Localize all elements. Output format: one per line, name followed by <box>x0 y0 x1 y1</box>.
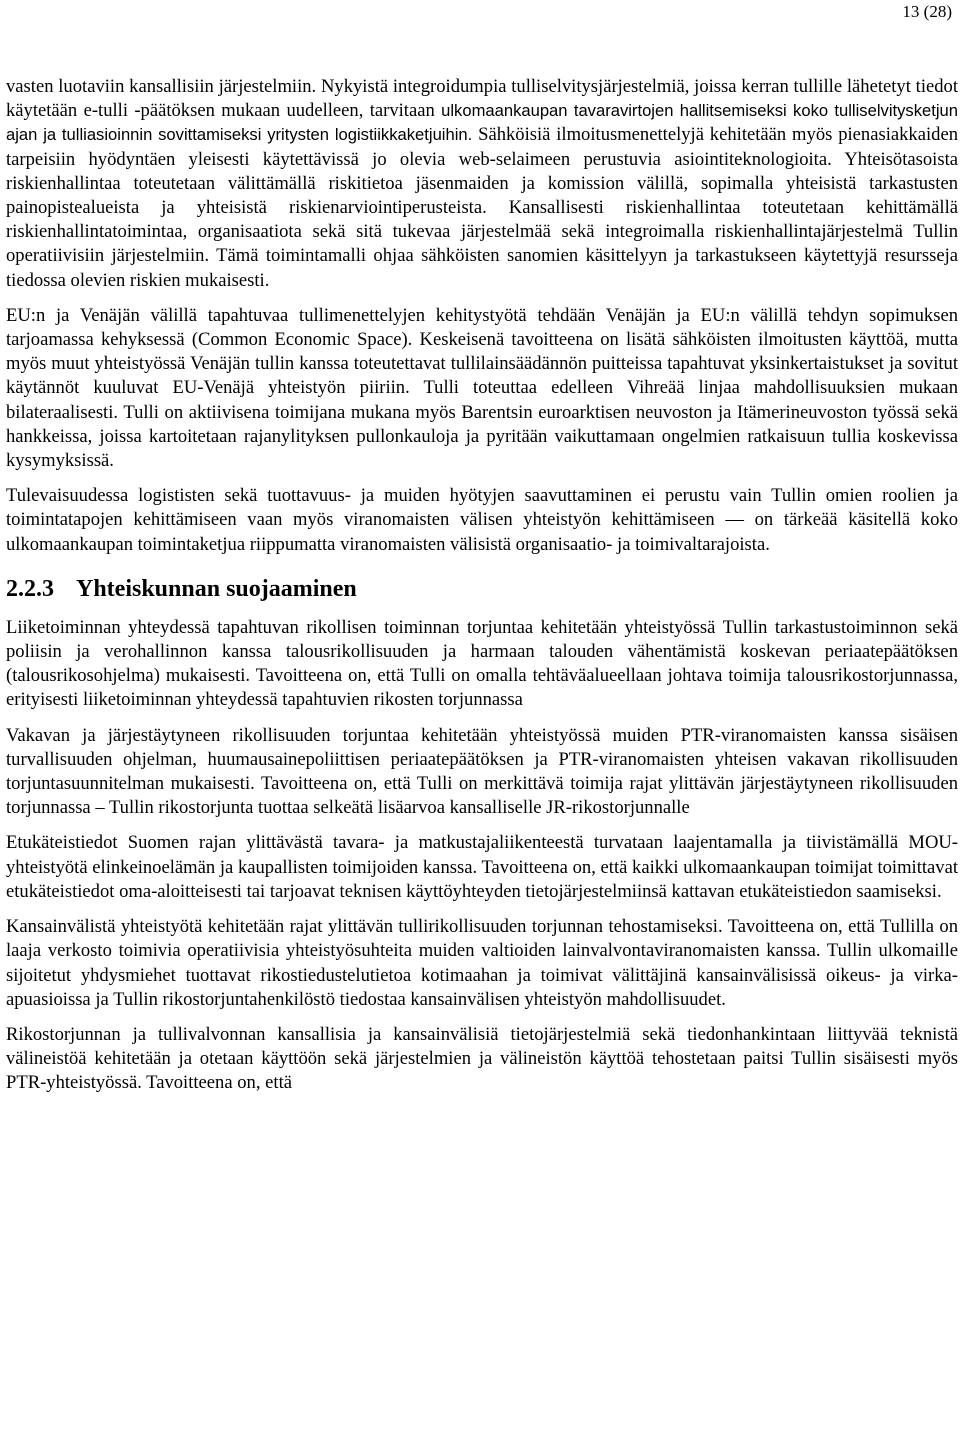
paragraph-text: vasten luotaviin kansallisiin järjestelmiin. Nykyistä integroidumpia tulliselvitysjärjestelmiä, joissa kerran tullille lähetetyt tiedot käytetään e-tulli -päätöksen mukaan uudelleen, tarvitaan <box>6 76 958 122</box>
paragraph-text: Sähköisiä ilmoitusmenettelyjä kehitetään myös pienasiakkaiden tarpeisiin hyödyntäen yleisesti käytettävissä jo olevia web-selaimeen perustuvia asiointiteknologioita. <box>6 124 958 170</box>
paragraph-organized-crime: Vakavan ja järjestäytyneen rikollisuuden torjuntaa kehitetään yhteistyössä muiden PTR-viranomaisten kanssa sisäisen turvallisuuden ohjelman, huumausainepoliittisen periaatepäätöksen ja PTR-viranomaisten yhteisen vakavan rikollisuuden torjuntasuunnitelman mukaisesti. Tavoitteena on, että Tulli on merkittävä toimija rajat ylittävän järjestäytyneen rikollisuuden torjunnassa – Tullin rikostorjunta tuottaa selkeätä lisäarvoa kansalliselle JR-rikostorjunnalle <box>6 724 958 819</box>
paragraph-text-sans: ulkomaankaupan tavaravirtojen hallitsemiseksi koko tulliselvitysketjun ajan ja tulliasioinnin sovittamiseksi yritysten logistiikkaketjuihin. <box>6 101 958 145</box>
section-heading <box>6 574 958 604</box>
page-number: 13 (28) <box>902 2 952 21</box>
paragraph-future-cooperation: Tulevaisuudessa logististen sekä tuottavuus- ja muiden hyötyjen saavuttaminen ei perustu vain Tullin omien roolien ja toimintatapojen kehittämiseen vaan myös viranomaisten välisen yhteistyön kehittämiseen — on tärkeää käsitellä koko ulkomaankaupan toimintaketjua riippumatta viranomaisten välisistä organisaatio- ja toimivaltarajoista. <box>6 485 958 555</box>
section-number: 2.2.3 <box>6 575 54 602</box>
section-title: Yhteiskunnan suojaaminen <box>76 575 357 602</box>
document-body <box>6 75 958 1107</box>
paragraph-system-integration <box>6 75 958 293</box>
paragraph-economic-crime: Liiketoiminnan yhteydessä tapahtuvan rikollisen toiminnan torjuntaa kehitetään yhteistyössä Tullin tarkastustoiminnon sekä poliisin ja verohallinnon kanssa talousrikollisuuden ja harmaan talouden vähentämistä koskevan periaatepäätöksen (talousrikosohjelma) mukaisesti. Tavoitteena on, että Tulli on omalla tehtäväalueellaan johtava toimija talousrikostorjunnassa, erityisesti liiketoiminnan yhteydessä tapahtuvien rikosten torjunnassa <box>6 616 958 711</box>
paragraph-eu-russia: EU:n ja Venäjän välillä tapahtuvaa tullimenettelyjen kehitystyötä tehdään Venäjän ja EU:n välillä tehdyn sopimuksen tarjoamassa kehyksessä (Common Economic Space). Keskeisenä tavoitteena on lisätä sähköisten ilmoitusten käyttöä, mutta myös muut yhteistyössä Venäjän tullin kanssa toteutettavat tullilainsäädännön puitteissa tapahtuvat yksinkertaistukset ja sovitut käytännöt kuuluvat EU-Venäjä yhteistyön piiriin. Tulli toteuttaa edelleen Vihreää linjaa mahdollisuuksien mukaan bilateraalisesti. Tulli on aktiivisena toimijana mukana myös Barentsin euroarktisen neuvoston ja Itämerineuvoston työssä sekä hankkeissa, joissa kartoitetaan rajanylityksen pullonkauloja ja pyritään vaikuttamaan ongelmien ratkaisuun tullia koskevissa kysymyksissä. <box>6 304 958 472</box>
paragraph-advance-information: Etukäteistiedot Suomen rajan ylittävästä tavara- ja matkustajaliikenteestä turvataan laajentamalla ja tiivistämällä MOU-yhteistyötä elinkeinoelämän ja kaupallisten toimijoiden kanssa. Tavoitteena on, että kaikki ulkomaankaupan toimijat toimittavat etukäteistiedot oma-aloitteisesti tai tarjoavat teknisen käyttöyhteyden tietojärjestelmiinsä kattavan etukäteistiedon saamiseksi. <box>6 832 958 902</box>
paragraph-information-systems: Rikostorjunnan ja tullivalvonnan kansallisia ja kansainvälisiä tietojärjestelmiä sekä tiedonhankintaan liittyvää teknistä välineistöä kehitetään ja otetaan käyttöön sekä järjestelmien ja välineistön käyttöä tehostetaan paitsi Tullin sisäisesti myös PTR-yhteistyössä. Tavoitteena on, että <box>6 1023 958 1094</box>
paragraph-text: Yhteisötasoista riskienhallintaa toteutetaan välittämällä riskitietoa jäsenmaiden ja komission välillä, sopimalla yhteisistä tarkastusten painopistealueista ja yhteisistä riskienarviointiperusteista. Kansallisesti riskienhallintaa toteutetaan kehittämällä riskienhallintatoimintaa, organisaatiota sekä sitä tukevaa järjestelmää sekä integroimalla riskienhallintajärjestelmä Tullin operatiivisiin järjestelmiin. Tämä toimintamalli ohjaa sähköisten sanomien käsittelyyn ja tarkastukseen käytettyjä resursseja tiedossa olevien riskien mukaisesti. <box>6 148 958 291</box>
paragraph-international-cooperation: Kansainvälistä yhteistyötä kehitetään rajat ylittävän tullirikollisuuden torjunnan tehostamiseksi. Tavoitteena on, että Tullilla on laaja verkosto toimivia operatiivisia yhteistyösuhteita muiden valtioiden lainvalvontaviranomaisten kanssa. Tullin ulkomaille sijoitetut yhdysmiehet tuottavat rikostiedustelutietoa kotimaahan ja toimivat välittäjinä kansainvälisissä oikeus- ja virka-apuasioissa ja Tullin rikostorjuntahenkilöstö tiedostaa kansainvälisen yhteistyön mahdollisuudet. <box>6 916 958 1010</box>
